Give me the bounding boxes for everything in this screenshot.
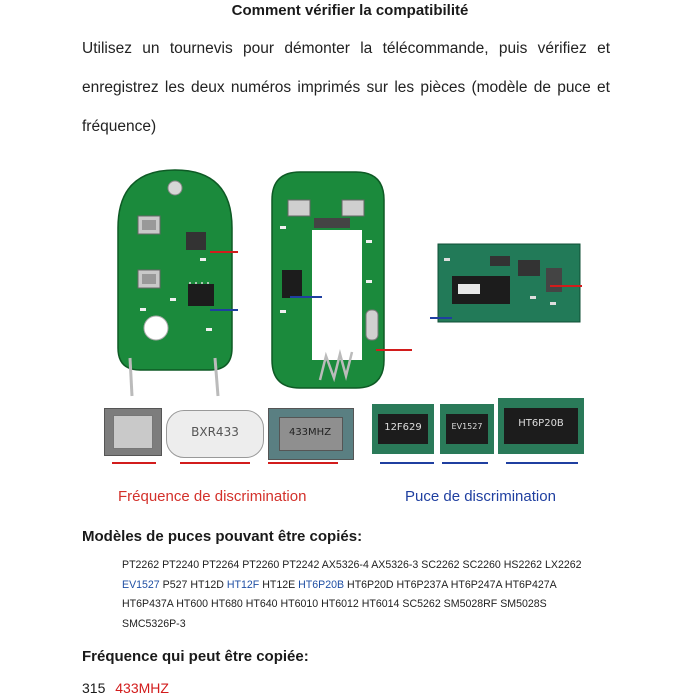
chip-model: SC2260 xyxy=(462,559,501,571)
chip-model: AX5326-3 xyxy=(371,559,419,571)
chip-model: SC5262 xyxy=(402,598,441,610)
chip-model: PT2262 xyxy=(122,559,160,571)
chip-model: LX2262 xyxy=(545,559,582,571)
frequency-heading: Fréquence qui peut être copiée: xyxy=(82,648,309,665)
chip-model: HT12D xyxy=(190,578,224,591)
chip-model: SMC5326P-3 xyxy=(122,617,186,630)
chip-model: HT12E xyxy=(262,578,296,591)
crystal-label: BXR433 xyxy=(191,425,239,439)
chip-model: HT6P427A xyxy=(504,578,557,591)
instruction-line-3: fréquence) xyxy=(82,118,157,135)
blue-underline-1 xyxy=(380,462,434,464)
blue-underline-3 xyxy=(506,462,578,464)
chip-model: EV1527 xyxy=(122,578,160,591)
frequency-433: 433MHZ xyxy=(115,680,169,696)
chip2-label: EV1527 xyxy=(451,422,483,431)
blue-underline-2 xyxy=(442,462,488,464)
chip1-label: 12F629 xyxy=(384,422,422,433)
chip-ev1527-photo xyxy=(440,404,494,454)
models-row-4 xyxy=(122,615,622,635)
models-row-2 xyxy=(122,576,622,596)
chip-model: HT640 xyxy=(245,598,278,610)
remote-board-1-photo xyxy=(110,158,240,398)
chip-model: HT6010 xyxy=(280,598,319,610)
red-underline-1 xyxy=(112,462,156,464)
frequency-caption: Fréquence de discrimination xyxy=(118,488,307,505)
frequency-315: 315 xyxy=(82,680,106,696)
models-row-1 xyxy=(122,556,622,576)
remote-board-3-photo xyxy=(430,238,586,328)
chip-model: HT6P237A xyxy=(396,578,448,591)
saw-label: 433MHZ xyxy=(288,427,332,438)
instruction-line-1: Utilisez un tournevis pour démonter la télécommande, puis vérifiez et xyxy=(82,40,610,57)
red-underline-3 xyxy=(268,462,338,464)
models-heading: Modèles de puces pouvant être copiés: xyxy=(82,528,363,545)
chip-model: HT680 xyxy=(210,598,243,610)
chip-caption: Puce de discrimination xyxy=(405,488,556,505)
red-underline-2 xyxy=(180,462,250,464)
saw-resonator-photo xyxy=(104,408,162,456)
chip-model: HT6012 xyxy=(321,598,359,610)
chip-ht6p20b-photo xyxy=(498,398,584,454)
crystal-photo xyxy=(166,410,264,458)
chip-model: HT6P247A xyxy=(450,578,502,591)
chip-model: HT6014 xyxy=(361,598,400,610)
chip-model: SM5028RF xyxy=(443,598,498,610)
chip-model: HS2262 xyxy=(503,559,543,571)
chip-model: PT2260 xyxy=(242,559,280,571)
chip3-label: HT6P20B xyxy=(518,418,564,429)
models-list xyxy=(122,556,622,634)
saw-filter-photo xyxy=(268,408,354,460)
chip-model: P527 xyxy=(162,578,188,591)
chip-model: HT12F xyxy=(226,578,260,591)
instruction-line-2: enregistrez les deux numéros imprimés sur les pièces (modèle de puce et xyxy=(82,79,610,96)
chip-model: SM5028S xyxy=(500,598,547,610)
models-row-3 xyxy=(122,595,622,615)
chip-12f629-photo xyxy=(372,404,434,454)
chip-model: PT2264 xyxy=(202,559,240,571)
chip-model: PT2242 xyxy=(282,559,320,571)
chip-model: SC2262 xyxy=(421,559,460,571)
chip-model: HT6P437A xyxy=(122,598,174,610)
remote-board-2-photo xyxy=(266,160,416,400)
chip-model: HT6P20D xyxy=(347,578,394,591)
chip-model: HT600 xyxy=(176,598,208,610)
frequency-values xyxy=(82,680,169,696)
chip-model: HT6P20B xyxy=(298,578,345,591)
chip-model: PT2240 xyxy=(162,559,200,571)
page-title: Comment vérifier la compatibilité xyxy=(231,2,469,19)
chip-model: AX5326-4 xyxy=(321,559,369,571)
